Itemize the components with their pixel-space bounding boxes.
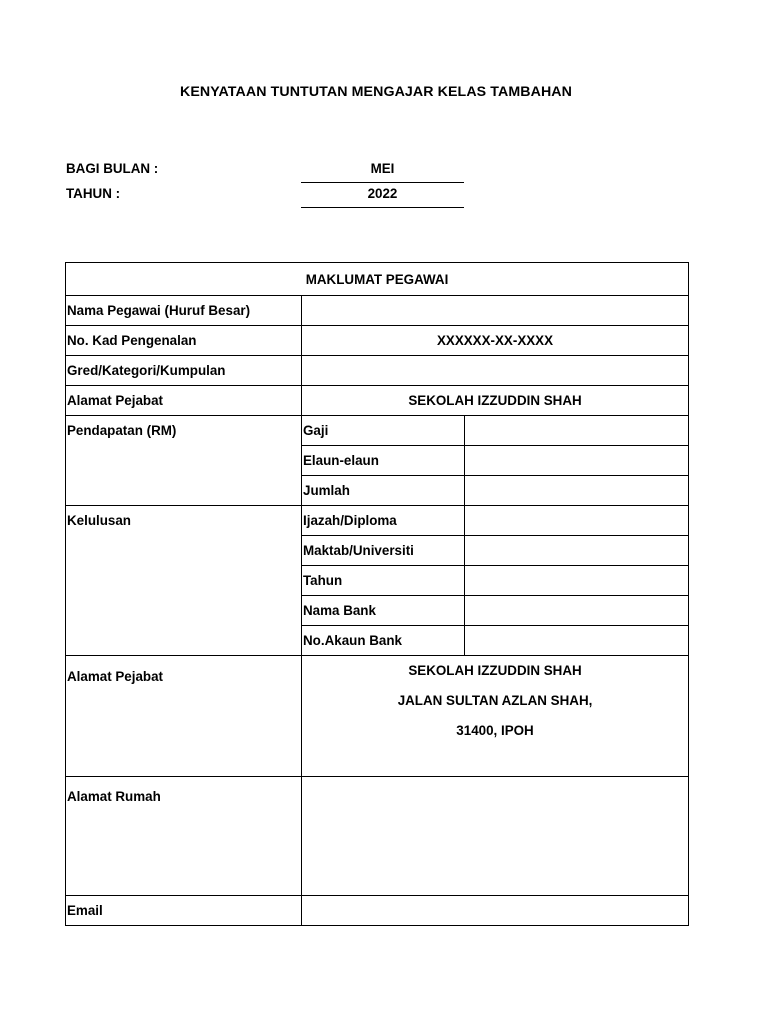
document-title: KENYATAAN TUNTUTAN MENGAJAR KELAS TAMBAHAN [180, 84, 572, 100]
tahun-value: 2022 [367, 186, 398, 201]
ic-field[interactable]: XXXXXX-XX-XXXX [302, 326, 689, 356]
bulan-value: MEI [370, 161, 395, 176]
elaun-field[interactable] [465, 446, 689, 476]
gaji-field[interactable] [465, 416, 689, 446]
email-label: Email [66, 896, 302, 926]
gaji-label: Gaji [302, 416, 465, 446]
jumlah-field[interactable] [465, 476, 689, 506]
bulan-underline [301, 182, 464, 183]
ijazah-label: Ijazah/Diploma [302, 506, 465, 536]
ic-label: No. Kad Pengenalan [66, 326, 302, 356]
kelulusan-label: Kelulusan [66, 506, 302, 656]
nama-bank-label: Nama Bank [302, 596, 465, 626]
elaun-label: Elaun-elaun [302, 446, 465, 476]
maklumat-pegawai-table [65, 262, 689, 926]
bulan-label: BAGI BULAN : [66, 161, 159, 176]
tahun-label: TAHUN : [66, 186, 121, 201]
email-field[interactable] [302, 896, 689, 926]
alamat-pejabat2-label: Alamat Pejabat [66, 656, 302, 777]
section-title: MAKLUMAT PEGAWAI [66, 263, 689, 296]
maktab-field[interactable] [465, 536, 689, 566]
akaun-bank-label: No.Akaun Bank [302, 626, 465, 656]
alamat-pejabat-label: Alamat Pejabat [66, 386, 302, 416]
ijazah-field[interactable] [465, 506, 689, 536]
address-line: 31400, IPOH [456, 723, 534, 738]
alamat-pejabat-field[interactable]: SEKOLAH IZZUDDIN SHAH [302, 386, 689, 416]
nama-bank-field[interactable] [465, 596, 689, 626]
alamat-pejabat2-field[interactable] [302, 656, 689, 777]
maktab-label: Maktab/Universiti [302, 536, 465, 566]
nama-label: Nama Pegawai (Huruf Besar) [66, 296, 302, 326]
gred-label: Gred/Kategori/Kumpulan [66, 356, 302, 386]
akaun-bank-field[interactable] [465, 626, 689, 656]
alamat-rumah-label: Alamat Rumah [66, 777, 302, 896]
jumlah-label: Jumlah [302, 476, 465, 506]
tahun-underline [301, 207, 464, 208]
pendapatan-label: Pendapatan (RM) [66, 416, 302, 506]
gred-field[interactable] [302, 356, 689, 386]
tahun-kelulusan-label: Tahun [302, 566, 465, 596]
alamat-rumah-field[interactable] [302, 777, 689, 896]
nama-field[interactable] [302, 296, 689, 326]
address-line: SEKOLAH IZZUDDIN SHAH [408, 663, 582, 678]
address-line: JALAN SULTAN AZLAN SHAH, [397, 693, 593, 708]
tahun-kelulusan-field[interactable] [465, 566, 689, 596]
